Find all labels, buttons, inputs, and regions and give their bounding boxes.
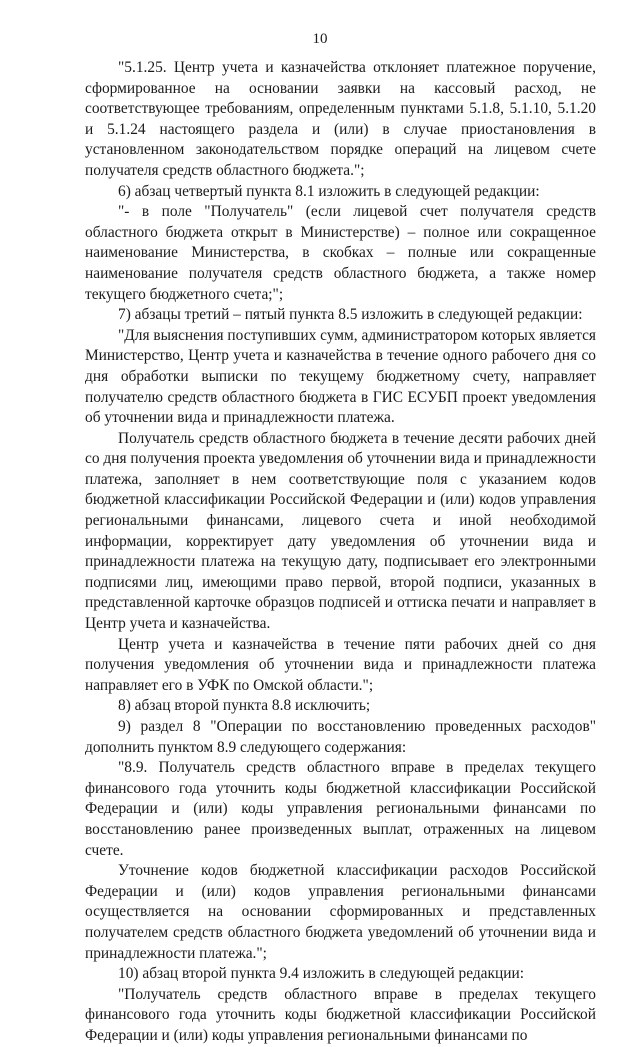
paragraph-codes-clarification: Уточнение кодов бюджетной классификации расходов Российской Федерации и (или) кодов управления региональными финансами осуществляется на основании сформированных и представленных получателем средств областного бюджета уведомлений об уточнении вида и принадлежности платежа.";: [85, 862, 596, 962]
paragraph-5-1-25: "5.1.25. Центр учета и казначейства отклоняет платежное поручение, сформированное на основании заявки на кассовый расход, не соответствующее требованиям, определенным пунктами 5.1.8, 5.1.10, 5.1.20 и 5.1.24 настоящего раздела и (или) в случае приостановления в установленном законодательством порядке операций на лицевом счете получателя средств областного бюджета.";: [85, 59, 596, 179]
paragraph-item-8: 8) абзац второй пункта 8.8 исключить;: [118, 697, 371, 715]
paragraph-item-6: 6) абзац четвертый пункта 8.1 изложить в следующей редакции:: [118, 182, 540, 200]
paragraph-8-9: "8.9. Получатель средств областного вправе в пределах текущего финансового года уточнить коды бюджетной классификации Российской Федерации и (или) коды управления региональными финансами по восстановлению ранее произведенных выплат, отраженных на лицевом счете.: [85, 759, 596, 859]
paragraph-9-4-text: "Получатель средств областного вправе в пределах текущего финансового года уточнить коды бюджетной классификации Российской Федерации и (или) коды управления региональными финансами по: [85, 985, 596, 1044]
paragraph-item-7: 7) абзацы третий – пятый пункта 8.5 изложить в следующей редакции:: [118, 306, 583, 324]
paragraph-item-9: 9) раздел 8 "Операции по восстановлению проведенных расходов" дополнить пунктом 8.9 следующего содержания:: [85, 718, 596, 756]
paragraph-recipient-field: "- в поле "Получатель" (если лицевой счет получателя средств областного бюджета открыт в Министерстве) – полное или сокращенное наименование Министерства, в скобках – полные или сокращенные наименование получателя средств областного бюджета, а также номер текущего бюджетного счета;";: [85, 203, 596, 303]
paragraph-recipient-actions: Получатель средств областного бюджета в течение десяти рабочих дней со дня получения проекта уведомления об уточнении вида и принадлежности платежа, заполняет в нем соответствующие поля с указанием кодов бюджетной классификации Российской Федерации и (или) кодов управления региональными финансами, лицевого счета и иной необходимой информации, корректирует дату уведомления об уточнении вида и принадлежности платежа на текущую дату, подписывает его электронными подписями лиц, имеющими право первой, второй подписи, указанных в представленной карточке образцов подписей и оттиска печати и направляет в Центр учета и казначейства.: [85, 429, 597, 633]
paragraph-item-10: 10) абзац второй пункта 9.4 изложить в следующей редакции:: [118, 965, 524, 983]
page-number: 10: [312, 31, 328, 47]
paragraph-treasury-forwarding: Центр учета и казначейства в течение пяти рабочих дней со дня получения уведомления об уточнении вида и принадлежности платежа направляет его в УФК по Омской области.";: [85, 635, 596, 694]
paragraph-received-sums: "Для выяснения поступивших сумм, администратором которых является Министерство, Центр учета и казначейства в течение одного рабочего дня со дня обработки выписки по текущему бюджетному счету, направляет получателю средств областного бюджета в ГИС ЕСУБП проект уведомления об уточнении вида и принадлежности платежа.: [85, 326, 596, 427]
document-body: [85, 58, 596, 1047]
